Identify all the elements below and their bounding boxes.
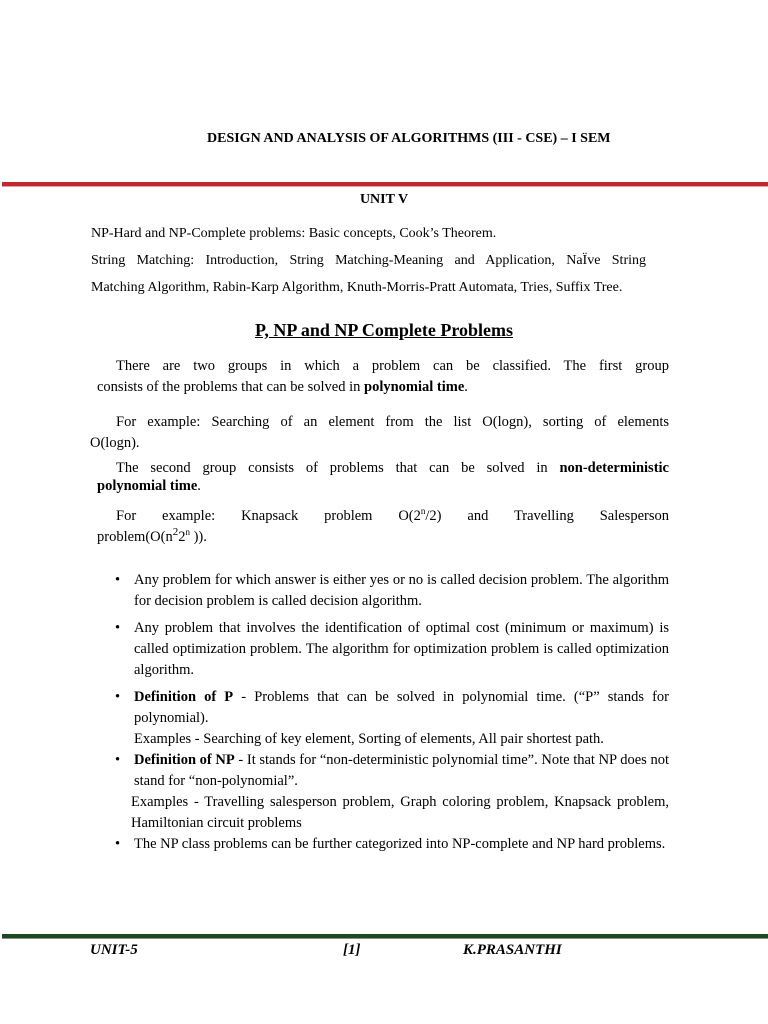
paragraph-line: For example: Searching of an element from the list O(logn), sorting of elements [116,414,669,430]
bullet-icon: • [115,620,121,636]
paragraph-example-2 [97,506,669,548]
definition-np-term: Definition of NP [134,752,235,768]
bullet-icon: • [115,572,121,588]
document-header-title: DESIGN AND ANALYSIS OF ALGORITHMS (III - CSE) – I SEM [207,131,611,146]
syllabus-line-2: String Matching: Introduction, String Matching-Meaning and Application, NaÏve String [91,253,646,268]
paragraph-line: polynomial time. [97,478,201,494]
syllabus-line-3: Matching Algorithm, Rabin-Karp Algorithm, Knuth-Morris-Pratt Automata, Tries, Suffix Tree. [91,280,623,295]
bullet-list [112,570,669,855]
list-item: • Definition of P - Problems that can be solved in polynomial time. (“P” stands for polynomial). [115,689,669,726]
syllabus-line-1: NP-Hard and NP-Complete problems: Basic concepts, Cook’s Theorem. [91,226,497,241]
list-item: • Any problem for which answer is either yes or no is called decision problem. The algorithm for decision problem is called decision algorithm. [115,572,669,609]
header-rule [2,182,768,187]
bullet-icon: • [115,752,121,768]
emphasis-polynomial-time: polynomial time [364,379,465,395]
section-heading: P, NP and NP Complete Problems [254,320,513,340]
list-item: • Any problem that involves the identification of optimal cost (minimum or maximum) is called optimization problem. The algorithm for optimization problem is called optimization algorithm. [115,620,669,678]
footer-unit: UNIT-5 [90,942,138,958]
list-item: • Definition of NP - It stands for “non-deterministic polynomial time”. Note that NP does not stand for “non-polynomial”. [115,752,669,789]
paragraph-second-group [97,459,669,495]
paragraph-line: For example: Knapsack problem O(2$^n$/2) and Travelling Salesperson [116,506,669,524]
paragraph-example-1 [90,412,669,454]
paragraph-groups [97,356,669,398]
bullet-icon: • [115,836,121,852]
paragraph-line: O(logn). [90,435,140,451]
examples-np: Examples - Travelling salesperson problem, Graph coloring problem, Knapsack problem, Hamiltonian circuit problems [131,794,669,831]
examples-p: Examples - Searching of key element, Sorting of elements, All pair shortest path. [134,731,604,747]
definition-p-term: Definition of P [134,689,234,705]
paragraph-line: There are two groups in which a problem can be classified. The first group [116,358,669,374]
paragraph-line: The second group consists of problems that can be solved in non-deterministic [116,460,669,476]
paragraph-line: consists of the problems that can be solved in polynomial time. [97,379,468,395]
bullet-icon: • [115,689,121,705]
footer-rule [2,934,768,939]
list-item: • The NP class problems can be further categorized into NP-complete and NP hard problems. [112,834,669,855]
footer-author: K.PRASANTHI [463,942,562,958]
paragraph-line: $problem(O(n^22^n$ )). [97,526,207,545]
unit-title: UNIT V [359,192,409,207]
footer-page-number: [1] [343,942,361,958]
